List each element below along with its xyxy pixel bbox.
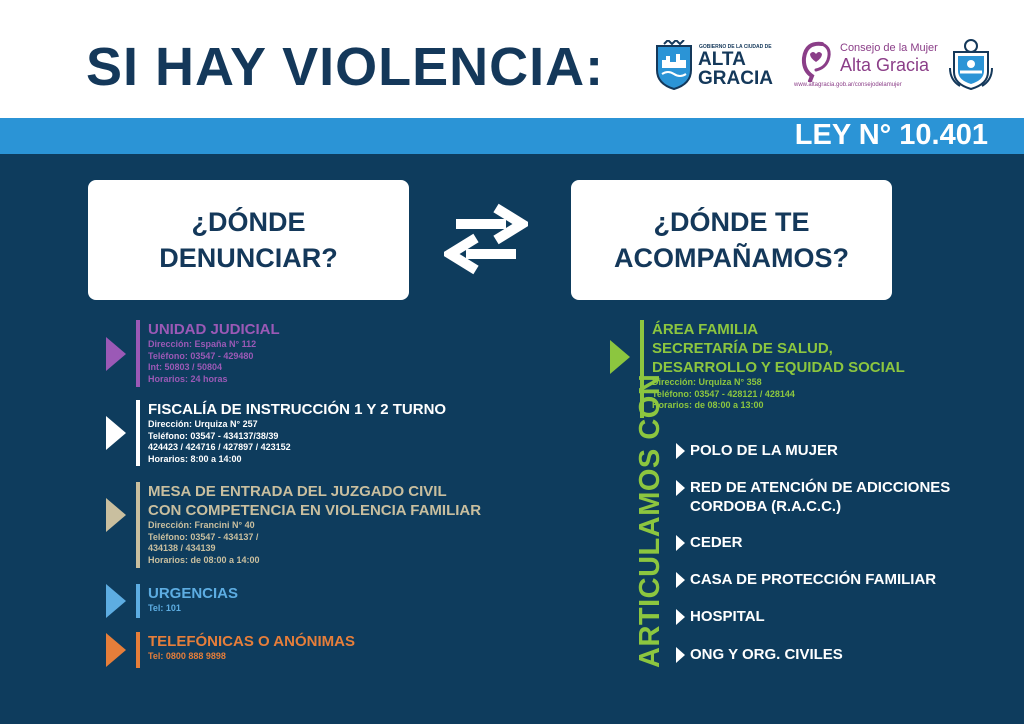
item-label: CEDER <box>690 534 743 551</box>
entry-title: FISCALÍA DE INSTRUCCIÓN 1 Y 2 TURNO <box>148 401 447 418</box>
item-label <box>690 478 950 516</box>
item-arrow-icon <box>676 480 685 496</box>
entry-bar <box>136 632 140 668</box>
entry-triangle-icon <box>106 337 126 371</box>
articulamos-label: ARTICULAMOS CON <box>634 373 666 668</box>
entry-triangle-icon <box>610 340 630 374</box>
item-label: ONG Y ORG. CIVILES <box>690 646 843 663</box>
woman-profile-icon <box>796 40 836 82</box>
gov-city-name <box>698 50 773 88</box>
item-arrow-icon <box>676 647 685 663</box>
where-to-report-line1: ¿DÓNDE <box>191 207 306 237</box>
swap-arrows-icon <box>444 200 528 278</box>
entry-title-line3: DESARROLLO Y EQUIDAD SOCIAL <box>652 359 905 376</box>
item-label-line1: RED DE ATENCIÓN DE ADICCIONES <box>690 479 951 496</box>
gov-city-line1: ALTA <box>698 49 746 70</box>
entry-title-line2: CON COMPETENCIA EN VIOLENCIA FAMILIAR <box>148 502 482 519</box>
entry-details: Tel: 101 <box>148 603 181 613</box>
consejo-line2: Alta Gracia <box>840 55 930 75</box>
entry-details: Dirección: Urquiza N° 358 Teléfono: 03547 - 428121 / 428144 Horarios: de 08:00 a 13:00 <box>652 377 795 410</box>
city-shield-icon <box>654 40 694 90</box>
item-arrow-icon <box>676 535 685 551</box>
item-label: POLO DE LA MUJER <box>690 442 838 459</box>
law-number: LEY N° 10.401 <box>794 119 988 151</box>
entry-details: Dirección: España N° 112 Teléfono: 03547 - 429480 Int: 50803 / 50804 Horarios: 24 horas <box>148 339 257 384</box>
entry-triangle-icon <box>106 584 126 618</box>
entry-title: TELEFÓNICAS O ANÓNIMAS <box>148 633 355 650</box>
where-to-report-line2: DENUNCIAR? <box>159 243 338 273</box>
gov-city-line2: GRACIA <box>698 68 773 89</box>
provincial-seal-icon <box>948 38 994 90</box>
entry-details: Dirección: Francini N° 40 Teléfono: 03547 - 434137 / 434138 / 434139 Horarios: de 08:00 a 14:00 <box>148 520 260 565</box>
entry-details: Dirección: Urquiza N° 257 Teléfono: 03547 - 434137/38/39 424423 / 424716 / 427897 / 423152 Horarios: 8:00 a 14:00 <box>148 419 291 464</box>
item-label-line2: CORDOBA (R.A.C.C.) <box>690 498 842 515</box>
entry-triangle-icon <box>106 416 126 450</box>
entry-title: URGENCIAS <box>148 585 239 602</box>
where-we-accompany-line1: ¿DÓNDE TE <box>653 207 810 237</box>
entry-title-line1: ÁREA FAMILIA <box>652 321 759 338</box>
item-arrow-icon <box>676 443 685 459</box>
where-we-accompany-line2: ACOMPAÑAMOS? <box>614 243 849 273</box>
consejo-url: www.altagracia.gob.ar/consejodelamujer <box>794 82 902 88</box>
gov-small-text: GOBIERNO DE LA CIUDAD DE <box>699 44 772 50</box>
entry-bar <box>136 400 140 466</box>
entry-title-line1: MESA DE ENTRADA DEL JUZGADO CIVIL <box>148 483 447 500</box>
page-title: SI HAY VIOLENCIA: <box>86 37 605 97</box>
where-we-accompany-card <box>571 180 892 300</box>
header <box>0 0 1024 118</box>
where-to-report-card <box>88 180 409 300</box>
entry-details: Tel: 0800 888 9898 <box>148 651 226 661</box>
item-label: CASA DE PROTECCIÓN FAMILIAR <box>690 571 937 588</box>
entry-bar <box>136 482 140 568</box>
entry-bar <box>136 320 140 387</box>
entry-triangle-icon <box>106 498 126 532</box>
item-label: HOSPITAL <box>690 608 765 625</box>
consejo-line1: Consejo de la Mujer <box>840 42 938 54</box>
entry-bar <box>136 584 140 618</box>
alta-gracia-gov-logo <box>654 38 784 94</box>
entry-title-line2: SECRETARÍA DE SALUD, <box>652 340 833 357</box>
consejo-mujer-logo <box>796 40 936 96</box>
entry-title: UNIDAD JUDICIAL <box>148 321 280 338</box>
item-arrow-icon <box>676 572 685 588</box>
item-arrow-icon <box>676 609 685 625</box>
entry-triangle-icon <box>106 633 126 667</box>
